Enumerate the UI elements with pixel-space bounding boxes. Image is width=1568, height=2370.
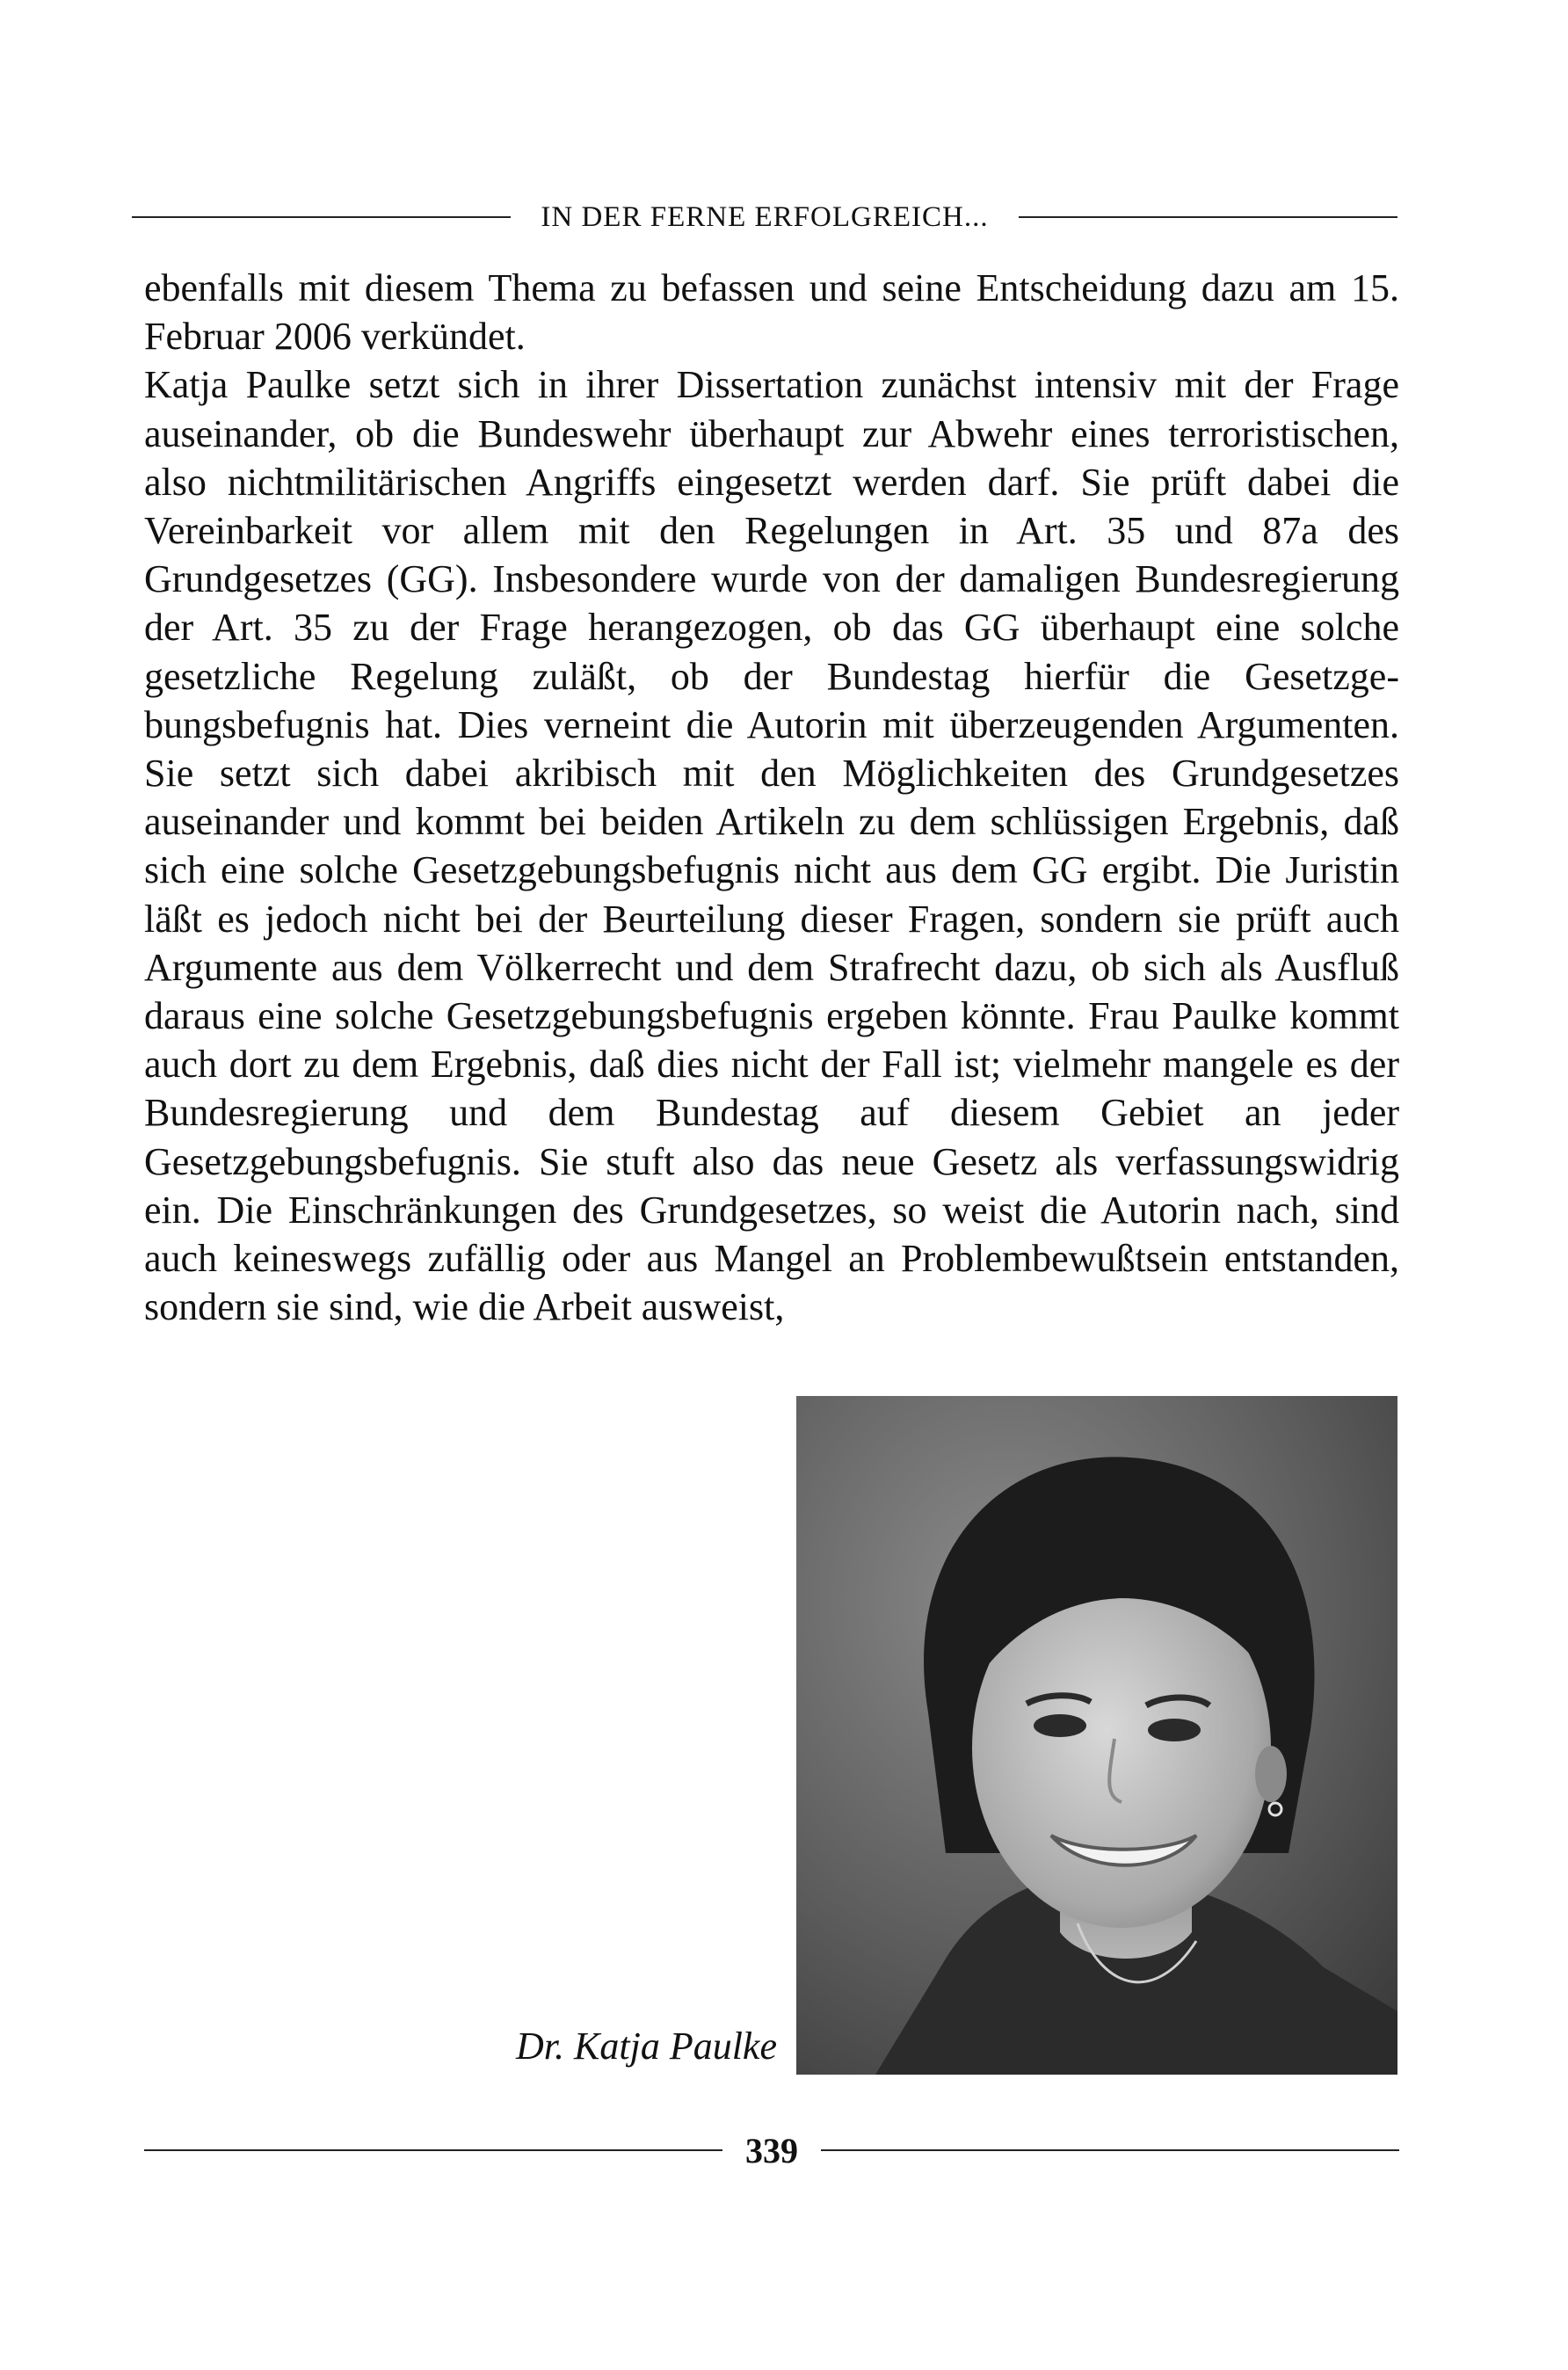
- portrait-image: [796, 1396, 1397, 2075]
- body-text: [144, 264, 1399, 1331]
- paragraph-main: Katja Paulke setzt sich in ihrer Dissertation zunächst intensiv mit der Frage auseinander, ob die Bundeswehr überhaupt zur Abwehr eines terroristischen, also nichtmilitärischen Angriffs eingesetzt werden darf. Sie prüft dabei die Vereinbarkeit vor allem mit den Regelungen in Art. 35 und 87a des Grundgesetzes (GG). Insbesondere wurde von der damaligen Bundesregierung der Art. 35 zu der Frage herangezogen, ob das GG überhaupt eine solche gesetzliche Regelung zuläßt, ob der Bundestag hierfür die Gesetzgebungsbefugnis hat. Dies verneint die Autorin mit überzeugenden Argumenten. Sie setzt sich dabei akribisch mit den Möglichkeiten des Grundgesetzes auseinander und kommt bei beiden Artikeln zu dem schlüssigen Ergebnis, daß sich eine solche Gesetzgebungsbefugnis nicht aus dem GG ergibt. Die Juristin läßt es jedoch nicht bei der Beurteilung dieser Fragen, sondern sie prüft auch Argumente aus dem Völkerrecht und dem Strafrecht dazu, ob sich als Ausfluß daraus eine solche Gesetzgebungsbefugnis ergeben könnte. Frau Paulke kommt auch dort zu dem Ergebnis, daß dies nicht der Fall ist; vielmehr mangele es der Bundesregierung und dem Bundestag auf diesem Gebiet an jeder Gesetzgebungsbefugnis. Sie stuft also das neue Gesetz als verfassungswidrig ein. Die Einschränkungen des Grundgesetzes, so weist die Autorin nach, sind auch keineswegs zufällig oder aus Mangel an Problembewußtsein entstanden, sondern sie sind, wie die Arbeit ausweist,: [144, 363, 1399, 1329]
- page-number: 339: [745, 2130, 798, 2170]
- photo-caption: Dr. Katja Paulke: [516, 2025, 777, 2068]
- header-rule-left: [132, 216, 511, 218]
- page-footer: [144, 2126, 1399, 2175]
- portrait-photo: [796, 1396, 1397, 2075]
- header-rule-right: [1019, 216, 1397, 218]
- running-header: [132, 195, 1397, 239]
- footer-rule-right: [821, 2149, 1399, 2151]
- footer-rule-left: [144, 2149, 722, 2151]
- paragraph-continuation: ebenfalls mit diesem Thema zu befassen und seine Entscheidung dazu am 15. Februar 2006 verkündet.: [144, 266, 1399, 359]
- running-header-title: IN DER FERNE ERFOLGREICH...: [541, 200, 989, 233]
